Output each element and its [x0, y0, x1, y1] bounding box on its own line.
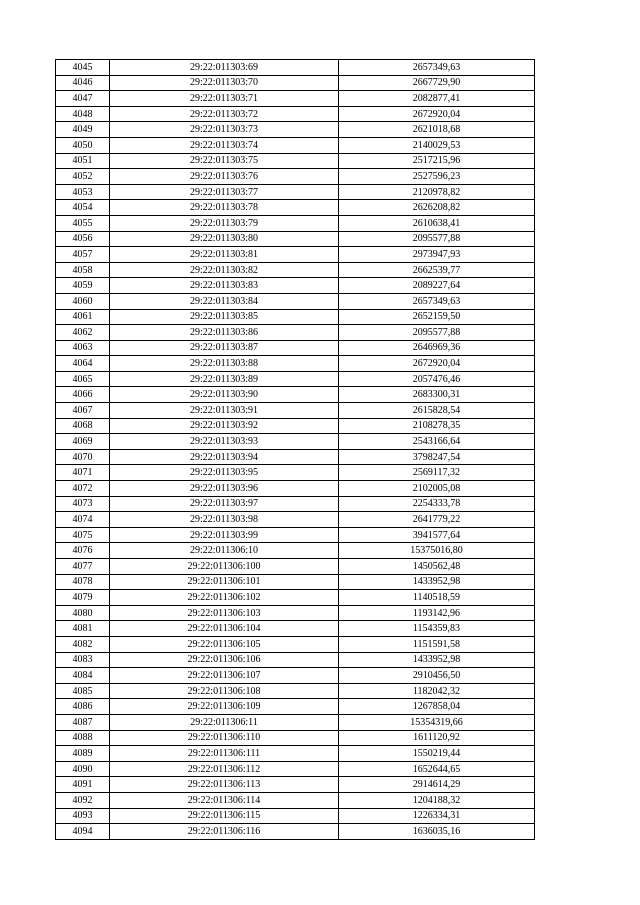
row-number-cell: 4081: [56, 621, 110, 637]
table-row: [56, 356, 535, 372]
table-row: [56, 777, 535, 793]
cadastral-value-cell: 1433952,98: [339, 574, 535, 590]
row-number-cell: 4065: [56, 371, 110, 387]
table-row: [56, 559, 535, 575]
row-number-cell: 4062: [56, 325, 110, 341]
cadastral-value-cell: 2646969,36: [339, 340, 535, 356]
cadastral-number-cell: 29:22:011306:10: [110, 543, 339, 559]
cadastral-number-cell: 29:22:011303:76: [110, 169, 339, 185]
cadastral-number-cell: 29:22:011303:91: [110, 403, 339, 419]
row-number-cell: 4082: [56, 636, 110, 652]
table-row: [56, 215, 535, 231]
cadastral-value-cell: 2652159,50: [339, 309, 535, 325]
row-number-cell: 4055: [56, 215, 110, 231]
cadastral-value-cell: 1636035,16: [339, 824, 535, 840]
cadastral-value-cell: 2910456,50: [339, 668, 535, 684]
table-row: [56, 91, 535, 107]
row-number-cell: 4085: [56, 683, 110, 699]
cadastral-value-cell: 2626208,82: [339, 200, 535, 216]
cadastral-number-cell: 29:22:011303:77: [110, 184, 339, 200]
cadastral-value-cell: 2641779,22: [339, 512, 535, 528]
table-row: [56, 574, 535, 590]
table-row: [56, 340, 535, 356]
cadastral-value-cell: 2672920,04: [339, 356, 535, 372]
cadastral-value-cell: 2973947,93: [339, 247, 535, 263]
table-row: [56, 184, 535, 200]
cadastral-value-cell: 1450562,48: [339, 559, 535, 575]
cadastral-value-table: [55, 59, 535, 840]
cadastral-value-cell: 2108278,35: [339, 418, 535, 434]
cadastral-value-cell: 2057476,46: [339, 371, 535, 387]
table-row: [56, 746, 535, 762]
row-number-cell: 4073: [56, 496, 110, 512]
row-number-cell: 4069: [56, 434, 110, 450]
row-number-cell: 4068: [56, 418, 110, 434]
cadastral-value-cell: 2095577,88: [339, 231, 535, 247]
row-number-cell: 4058: [56, 262, 110, 278]
table-row: [56, 527, 535, 543]
cadastral-value-cell: 15354319,66: [339, 714, 535, 730]
cadastral-value-cell: 2662539,77: [339, 262, 535, 278]
cadastral-number-cell: 29:22:011306:111: [110, 746, 339, 762]
cadastral-value-cell: 15375016,80: [339, 543, 535, 559]
table-row: [56, 403, 535, 419]
cadastral-value-cell: 1204188,32: [339, 792, 535, 808]
cadastral-value-cell: 2657349,63: [339, 293, 535, 309]
table-row: [56, 153, 535, 169]
row-number-cell: 4087: [56, 714, 110, 730]
cadastral-number-cell: 29:22:011306:110: [110, 730, 339, 746]
table-row: [56, 106, 535, 122]
table-row: [56, 231, 535, 247]
cadastral-number-cell: 29:22:011306:108: [110, 683, 339, 699]
table-row: [56, 636, 535, 652]
table-row: [56, 371, 535, 387]
cadastral-number-cell: 29:22:011303:97: [110, 496, 339, 512]
row-number-cell: 4077: [56, 559, 110, 575]
row-number-cell: 4083: [56, 652, 110, 668]
table-row: [56, 496, 535, 512]
cadastral-number-cell: 29:22:011303:72: [110, 106, 339, 122]
cadastral-value-cell: 1182042,32: [339, 683, 535, 699]
cadastral-value-cell: 1154359,83: [339, 621, 535, 637]
row-number-cell: 4090: [56, 761, 110, 777]
table-row: [56, 465, 535, 481]
row-number-cell: 4061: [56, 309, 110, 325]
table-row: [56, 824, 535, 840]
cadastral-value-cell: 2527596,23: [339, 169, 535, 185]
cadastral-number-cell: 29:22:011303:81: [110, 247, 339, 263]
cadastral-number-cell: 29:22:011303:88: [110, 356, 339, 372]
table-row: [56, 449, 535, 465]
row-number-cell: 4056: [56, 231, 110, 247]
row-number-cell: 4051: [56, 153, 110, 169]
table-row: [56, 543, 535, 559]
table-row: [56, 792, 535, 808]
row-number-cell: 4072: [56, 481, 110, 497]
cadastral-number-cell: 29:22:011303:85: [110, 309, 339, 325]
row-number-cell: 4080: [56, 605, 110, 621]
row-number-cell: 4048: [56, 106, 110, 122]
row-number-cell: 4094: [56, 824, 110, 840]
cadastral-number-cell: 29:22:011303:93: [110, 434, 339, 450]
cadastral-number-cell: 29:22:011303:75: [110, 153, 339, 169]
row-number-cell: 4053: [56, 184, 110, 200]
table-row: [56, 512, 535, 528]
row-number-cell: 4078: [56, 574, 110, 590]
cadastral-value-cell: 2089227,64: [339, 278, 535, 294]
cadastral-number-cell: 29:22:011306:100: [110, 559, 339, 575]
cadastral-number-cell: 29:22:011306:103: [110, 605, 339, 621]
cadastral-value-cell: 2914614,29: [339, 777, 535, 793]
cadastral-value-cell: 1226334,31: [339, 808, 535, 824]
table-row: [56, 122, 535, 138]
table-row: [56, 137, 535, 153]
cadastral-number-cell: 29:22:011306:114: [110, 792, 339, 808]
cadastral-number-cell: 29:22:011303:73: [110, 122, 339, 138]
cadastral-number-cell: 29:22:011303:84: [110, 293, 339, 309]
row-number-cell: 4091: [56, 777, 110, 793]
table-row: [56, 668, 535, 684]
cadastral-number-cell: 29:22:011303:80: [110, 231, 339, 247]
row-number-cell: 4079: [56, 590, 110, 606]
cadastral-value-cell: 2102005,08: [339, 481, 535, 497]
table-row: [56, 387, 535, 403]
table-body: [56, 60, 535, 840]
row-number-cell: 4066: [56, 387, 110, 403]
cadastral-value-cell: 2657349,63: [339, 60, 535, 76]
cadastral-value-cell: 2517215,96: [339, 153, 535, 169]
table-row: [56, 605, 535, 621]
cadastral-number-cell: 29:22:011306:109: [110, 699, 339, 715]
table-row: [56, 262, 535, 278]
table-row: [56, 652, 535, 668]
cadastral-number-cell: 29:22:011306:11: [110, 714, 339, 730]
cadastral-number-cell: 29:22:011303:92: [110, 418, 339, 434]
row-number-cell: 4093: [56, 808, 110, 824]
row-number-cell: 4063: [56, 340, 110, 356]
cadastral-value-cell: 2120978,82: [339, 184, 535, 200]
table-row: [56, 808, 535, 824]
cadastral-value-cell: 1611120,92: [339, 730, 535, 746]
cadastral-value-cell: 2667729,90: [339, 75, 535, 91]
table-row: [56, 169, 535, 185]
row-number-cell: 4057: [56, 247, 110, 263]
cadastral-value-cell: 2254333,78: [339, 496, 535, 512]
cadastral-number-cell: 29:22:011303:82: [110, 262, 339, 278]
row-number-cell: 4054: [56, 200, 110, 216]
row-number-cell: 4084: [56, 668, 110, 684]
cadastral-number-cell: 29:22:011306:104: [110, 621, 339, 637]
row-number-cell: 4076: [56, 543, 110, 559]
cadastral-number-cell: 29:22:011303:89: [110, 371, 339, 387]
row-number-cell: 4064: [56, 356, 110, 372]
row-number-cell: 4050: [56, 137, 110, 153]
table-row: [56, 761, 535, 777]
cadastral-value-cell: 1151591,58: [339, 636, 535, 652]
table-row: [56, 730, 535, 746]
cadastral-number-cell: 29:22:011303:70: [110, 75, 339, 91]
table-row: [56, 418, 535, 434]
table-row: [56, 247, 535, 263]
row-number-cell: 4052: [56, 169, 110, 185]
cadastral-number-cell: 29:22:011303:71: [110, 91, 339, 107]
row-number-cell: 4086: [56, 699, 110, 715]
row-number-cell: 4059: [56, 278, 110, 294]
row-number-cell: 4071: [56, 465, 110, 481]
cadastral-number-cell: 29:22:011303:98: [110, 512, 339, 528]
cadastral-number-cell: 29:22:011306:102: [110, 590, 339, 606]
cadastral-value-cell: 2082877,41: [339, 91, 535, 107]
row-number-cell: 4088: [56, 730, 110, 746]
cadastral-number-cell: 29:22:011306:116: [110, 824, 339, 840]
table-row: [56, 325, 535, 341]
table-row: [56, 75, 535, 91]
cadastral-number-cell: 29:22:011303:78: [110, 200, 339, 216]
row-number-cell: 4049: [56, 122, 110, 138]
cadastral-value-cell: 2095577,88: [339, 325, 535, 341]
cadastral-value-cell: 3798247,54: [339, 449, 535, 465]
cadastral-number-cell: 29:22:011303:96: [110, 481, 339, 497]
cadastral-value-cell: 1193142,96: [339, 605, 535, 621]
cadastral-number-cell: 29:22:011306:115: [110, 808, 339, 824]
cadastral-value-cell: 2683300,31: [339, 387, 535, 403]
cadastral-number-cell: 29:22:011303:95: [110, 465, 339, 481]
cadastral-value-cell: 3941577,64: [339, 527, 535, 543]
cadastral-value-cell: 2615828,54: [339, 403, 535, 419]
cadastral-number-cell: 29:22:011306:105: [110, 636, 339, 652]
row-number-cell: 4046: [56, 75, 110, 91]
cadastral-value-cell: 2672920,04: [339, 106, 535, 122]
table-row: [56, 434, 535, 450]
table-row: [56, 621, 535, 637]
row-number-cell: 4092: [56, 792, 110, 808]
cadastral-value-cell: 2569117,32: [339, 465, 535, 481]
table-row: [56, 699, 535, 715]
table-row: [56, 309, 535, 325]
row-number-cell: 4075: [56, 527, 110, 543]
cadastral-value-cell: 1652644,65: [339, 761, 535, 777]
cadastral-number-cell: 29:22:011303:90: [110, 387, 339, 403]
row-number-cell: 4045: [56, 60, 110, 76]
row-number-cell: 4070: [56, 449, 110, 465]
cadastral-value-cell: 2140029,53: [339, 137, 535, 153]
cadastral-number-cell: 29:22:011303:74: [110, 137, 339, 153]
table-row: [56, 293, 535, 309]
cadastral-value-cell: 2543166,64: [339, 434, 535, 450]
cadastral-number-cell: 29:22:011303:69: [110, 60, 339, 76]
cadastral-value-cell: 2610638,41: [339, 215, 535, 231]
row-number-cell: 4060: [56, 293, 110, 309]
cadastral-number-cell: 29:22:011303:86: [110, 325, 339, 341]
cadastral-value-cell: 1550219,44: [339, 746, 535, 762]
row-number-cell: 4047: [56, 91, 110, 107]
cadastral-number-cell: 29:22:011303:79: [110, 215, 339, 231]
table-row: [56, 278, 535, 294]
cadastral-number-cell: 29:22:011303:94: [110, 449, 339, 465]
table-row: [56, 60, 535, 76]
table-row: [56, 200, 535, 216]
cadastral-number-cell: 29:22:011306:112: [110, 761, 339, 777]
row-number-cell: 4089: [56, 746, 110, 762]
cadastral-value-cell: 2621018,68: [339, 122, 535, 138]
cadastral-number-cell: 29:22:011306:113: [110, 777, 339, 793]
cadastral-number-cell: 29:22:011303:87: [110, 340, 339, 356]
table-row: [56, 590, 535, 606]
cadastral-value-cell: 1140518,59: [339, 590, 535, 606]
cadastral-number-cell: 29:22:011303:99: [110, 527, 339, 543]
cadastral-number-cell: 29:22:011306:106: [110, 652, 339, 668]
cadastral-number-cell: 29:22:011303:83: [110, 278, 339, 294]
cadastral-number-cell: 29:22:011306:107: [110, 668, 339, 684]
table-row: [56, 683, 535, 699]
row-number-cell: 4074: [56, 512, 110, 528]
cadastral-value-cell: 1433952,98: [339, 652, 535, 668]
row-number-cell: 4067: [56, 403, 110, 419]
cadastral-number-cell: 29:22:011306:101: [110, 574, 339, 590]
cadastral-value-cell: 1267858,04: [339, 699, 535, 715]
table-row: [56, 481, 535, 497]
table-row: [56, 714, 535, 730]
